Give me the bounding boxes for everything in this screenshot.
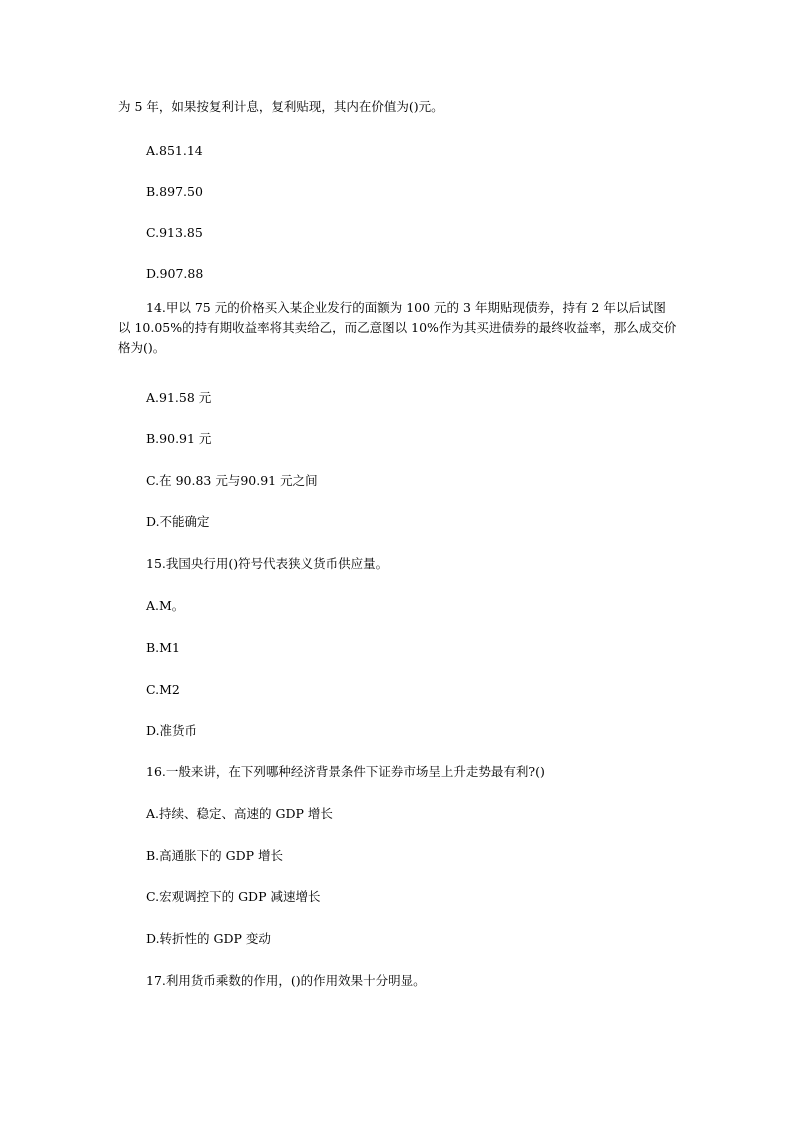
q15-option-b: B.M1: [146, 640, 180, 655]
q14-option-b: B.90.91 元: [146, 431, 212, 446]
q16-question: 16.一般来讲，在下列哪种经济背景条件下证券市场呈上升走势最有利?(): [146, 764, 545, 779]
q13-option-b: B.897.50: [146, 184, 203, 199]
q15-option-c: C.M2: [146, 682, 180, 697]
q15-option-d: D.准货币: [146, 723, 198, 738]
q15-question: 15.我国央行用()符号代表狭义货币供应量。: [146, 556, 389, 571]
q14-option-d: D.不能确定: [146, 514, 210, 529]
q16-option-b: B.高通胀下的 GDP 增长: [146, 848, 284, 863]
q13-option-a: A.851.14: [146, 143, 203, 158]
q14-option-a: A.91.58 元: [146, 390, 212, 405]
q13-option-d: D.907.88: [146, 266, 204, 281]
q14-option-c: C.在 90.83 元与90.91 元之间: [146, 473, 318, 488]
intro-line: 为 5 年，如果按复利计息，复利贴现，其内在价值为()元。: [118, 99, 444, 114]
q16-option-c: C.宏观调控下的 GDP 减速增长: [146, 889, 321, 904]
q14-question: 14.甲以 75 元的价格买入某企业发行的面额为 100 元的 3 年期贴现债券，持有 2 年以后试图以 10.05%的持有期收益率将其卖给乙，而乙意图以 10%作为其买进债券的最终收益率，那么成交价格为()。: [118, 300, 677, 355]
q16-option-a: A.持续、稳定、高速的 GDP 增长: [146, 806, 333, 821]
q16-option-d: D.转折性的 GDP 变动: [146, 931, 271, 946]
q15-option-a: A.M。: [146, 598, 185, 613]
q13-option-c: C.913.85: [146, 225, 203, 240]
q17-question: 17.利用货币乘数的作用，()的作用效果十分明显。: [146, 973, 426, 988]
